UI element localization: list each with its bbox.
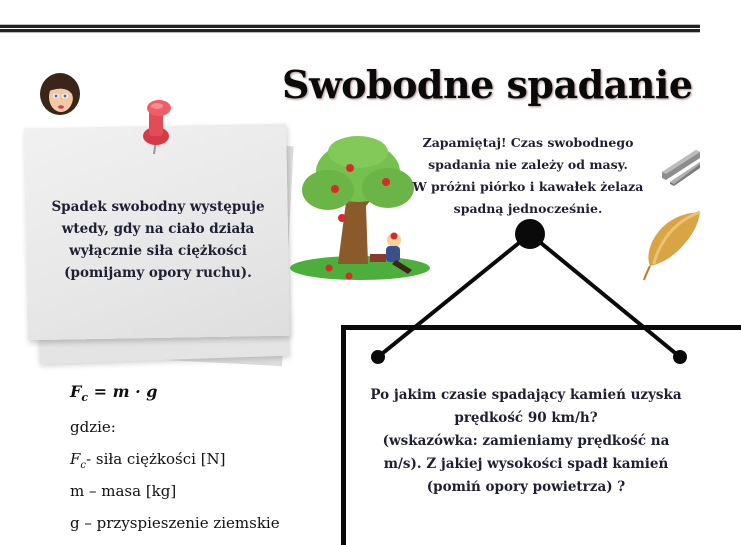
definition-text: Spadek swobodny występuje wtedy, gdy na ciało działa wyłącznie siła ciężkości (pomijamy opory ruchu). bbox=[51, 199, 265, 281]
formula-definitions bbox=[70, 414, 280, 542]
definition-gravity: g – przyspieszenie ziemskie bbox=[70, 514, 280, 532]
header-double-rule bbox=[0, 24, 700, 34]
remember-note: Zapamiętaj! Czas swobodnego spadania nie zależy od masy. W próżni piórko i kawałek żelaza spadną jednocześnie. bbox=[412, 135, 644, 216]
definition-force: $F_c-$ siła ciężkości [N] bbox=[70, 450, 226, 471]
where-label: gdzie: bbox=[70, 418, 116, 436]
gravity-formula: $F_c = m \cdot g$ bbox=[70, 382, 158, 405]
task-board-text: Po jakim czasie spadający kamień uzyska prędkość 90 km/h? (wskazówka: zamieniamy prędkość na m/s). Z jakiej wysokości spadł kamień (pomiń opory powietrza) ? bbox=[370, 387, 682, 495]
iron-bars-icon bbox=[658, 142, 700, 188]
hanger-nail-icon bbox=[515, 219, 545, 249]
page-title: Swobodne spadanie bbox=[282, 62, 693, 107]
avatar-icon bbox=[38, 72, 82, 118]
pushpin-icon bbox=[134, 96, 184, 160]
definition-mass: m – masa [kg] bbox=[70, 482, 177, 500]
